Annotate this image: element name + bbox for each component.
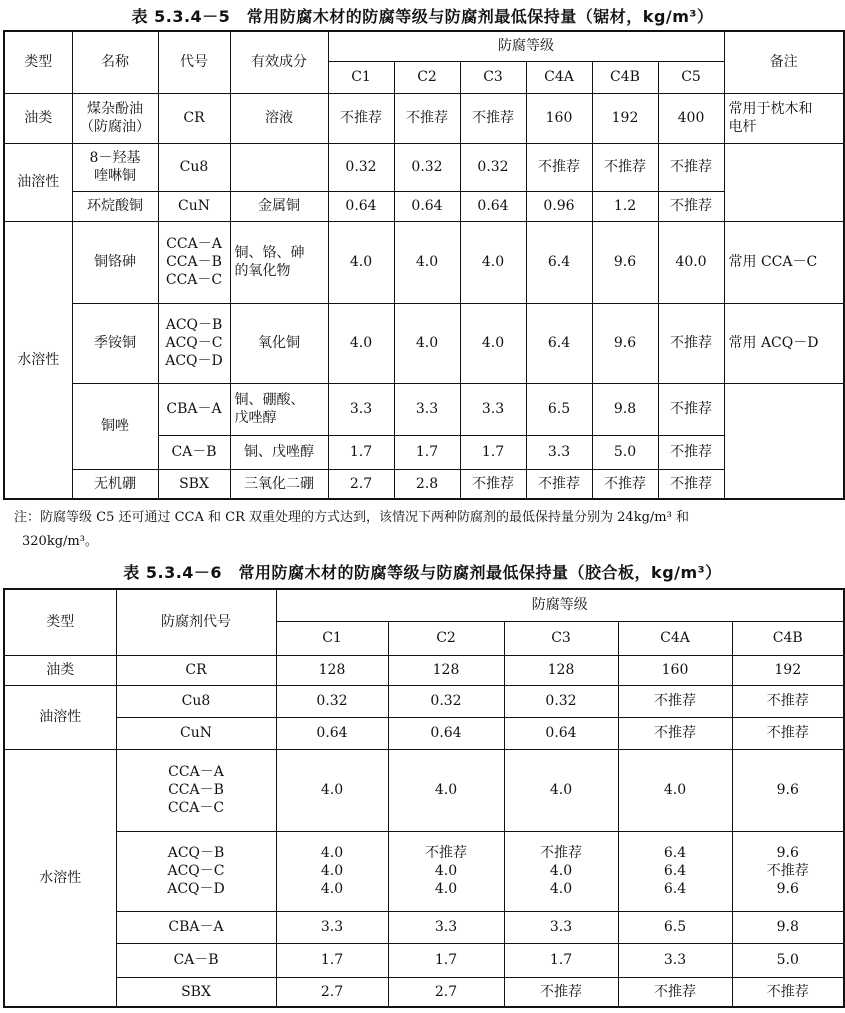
t2-acq-c3-1: 不推荐 xyxy=(540,844,582,861)
t2-acq-c4a xyxy=(618,831,732,911)
t1-cba-c1: 3.3 xyxy=(328,383,394,435)
t1-header-c5: C5 xyxy=(658,61,724,93)
t1-sbx-c4b: 不推荐 xyxy=(592,469,658,499)
t2-cab-c4a: 3.3 xyxy=(618,943,732,977)
t1-cba-component-1: 铜、硼酸、 xyxy=(234,391,305,408)
t2-group-water-soluble: 水溶性 xyxy=(4,749,116,1007)
t2-acq-c3 xyxy=(504,831,618,911)
t2-cun-code: CuN xyxy=(116,717,276,749)
t2-acq-codes xyxy=(116,831,276,911)
t1-cr-remark xyxy=(724,93,844,143)
t1-cun-c2: 0.64 xyxy=(394,191,460,221)
t1-row-cr xyxy=(4,93,844,143)
t2-header-type: 类型 xyxy=(4,589,116,655)
t2-cr-c1: 128 xyxy=(276,655,388,685)
t2-acq-c4a-3: 6.4 xyxy=(663,881,687,898)
t1-cr-c5: 400 xyxy=(658,93,724,143)
t1-sbx-code: SBX xyxy=(158,469,230,499)
t2-header-code: 防腐剂代号 xyxy=(116,589,276,655)
t2-row-cun xyxy=(4,717,844,749)
t1-cun-c4b: 1.2 xyxy=(592,191,658,221)
t2-header-c4b: C4B xyxy=(732,621,844,655)
t1-cab-c3: 1.7 xyxy=(460,435,526,469)
t1-acq-c4b: 9.6 xyxy=(592,303,658,383)
t2-cab-c2: 1.7 xyxy=(388,943,504,977)
t1-acq-codes xyxy=(158,303,230,383)
table1-note xyxy=(14,506,844,554)
t1-header-c4a: C4A xyxy=(526,61,592,93)
t1-cba-component xyxy=(230,383,328,435)
t2-cba-c3: 3.3 xyxy=(504,911,618,943)
t1-row-cu8 xyxy=(4,143,844,191)
t1-header-remark: 备注 xyxy=(724,31,844,93)
t1-cun-c1: 0.64 xyxy=(328,191,394,221)
t2-acq-c2-2: 4.0 xyxy=(434,862,458,879)
t1-cab-c4b: 5.0 xyxy=(592,435,658,469)
t2-header-c2: C2 xyxy=(388,621,504,655)
t2-acq-c1-3: 4.0 xyxy=(320,881,344,898)
t1-cca-component-1: 铜、铬、砷 xyxy=(234,244,305,261)
t1-row-acq xyxy=(4,303,844,383)
t1-cab-c4a: 3.3 xyxy=(526,435,592,469)
t1-cr-c3: 不推荐 xyxy=(460,93,526,143)
t2-cu8-c4b: 不推荐 xyxy=(732,685,844,717)
table1-note-line-1: 注：防腐等级 C5 还可通过 CCA 和 CR 双重处理的方式达到，该情况下两种防腐剂的最低保持量分别为 24kg/m³ 和 xyxy=(14,510,689,525)
t1-cu8-name xyxy=(72,143,158,191)
t1-acq-c1: 4.0 xyxy=(328,303,394,383)
t1-acq-code-3: ACQ－D xyxy=(165,353,223,370)
t1-cu8-name-1: 8－羟基 xyxy=(89,149,141,166)
t2-cr-code: CR xyxy=(116,655,276,685)
t2-cu8-code: Cu8 xyxy=(116,685,276,717)
t1-cu8-c5: 不推荐 xyxy=(658,143,724,191)
t2-sbx-c4a: 不推荐 xyxy=(618,977,732,1007)
t2-acq-c3-2: 4.0 xyxy=(549,862,573,879)
t1-cca-code-2: CCA－B xyxy=(166,253,222,270)
t2-acq-code-3: ACQ－D xyxy=(167,881,225,898)
t1-cun-component: 金属铜 xyxy=(230,191,328,221)
t2-acq-c3-3: 4.0 xyxy=(549,881,573,898)
t1-cca-c5: 40.0 xyxy=(658,221,724,303)
t1-header-c1: C1 xyxy=(328,61,394,93)
t1-cu8-name-2: 喹啉铜 xyxy=(94,168,136,184)
t1-cr-c2: 不推荐 xyxy=(394,93,460,143)
t2-cun-c1: 0.64 xyxy=(276,717,388,749)
t2-cca-c1: 4.0 xyxy=(276,749,388,831)
t2-cba-c1: 3.3 xyxy=(276,911,388,943)
t1-cu8-code: Cu8 xyxy=(158,143,230,191)
t2-cba-c4a: 6.5 xyxy=(618,911,732,943)
t1-header-c2: C2 xyxy=(394,61,460,93)
t1-cca-c2: 4.0 xyxy=(394,221,460,303)
t2-cca-code-1: CCA－A xyxy=(168,763,224,780)
t1-cab-component: 铜、戊唑醇 xyxy=(230,435,328,469)
t2-cu8-c4a: 不推荐 xyxy=(618,685,732,717)
t1-cr-name-2: （防腐油） xyxy=(80,119,150,135)
t2-cr-c4b: 192 xyxy=(732,655,844,685)
t1-group-oil: 油类 xyxy=(4,93,72,143)
t2-acq-c4a-2: 6.4 xyxy=(663,862,687,879)
t1-cba-code: CBA－A xyxy=(158,383,230,435)
t2-cca-code-2: CCA－B xyxy=(168,781,224,798)
t2-row-cu8 xyxy=(4,685,844,717)
t1-cca-c4b: 9.6 xyxy=(592,221,658,303)
t2-cun-c4a: 不推荐 xyxy=(618,717,732,749)
table1 xyxy=(3,30,845,500)
t1-cab-c1: 1.7 xyxy=(328,435,394,469)
t1-cu8-c4a: 不推荐 xyxy=(526,143,592,191)
t1-cab-code: CA－B xyxy=(158,435,230,469)
t1-cu8-component xyxy=(230,143,328,191)
t2-sbx-c2: 2.7 xyxy=(388,977,504,1007)
t2-row-cba xyxy=(4,911,844,943)
t1-cca-codes xyxy=(158,221,230,303)
t1-acq-c4a: 6.4 xyxy=(526,303,592,383)
t1-cr-code: CR xyxy=(158,93,230,143)
t1-acq-c3: 4.0 xyxy=(460,303,526,383)
t2-group-oil: 油类 xyxy=(4,655,116,685)
t2-acq-code-1: ACQ－B xyxy=(167,844,225,861)
t2-cab-c3: 1.7 xyxy=(504,943,618,977)
t1-row-cca xyxy=(4,221,844,303)
t1-water-soluble-remark xyxy=(724,383,844,499)
t2-cu8-c3: 0.32 xyxy=(504,685,618,717)
t2-cca-code-3: CCA－C xyxy=(167,800,225,817)
t2-cab-c1: 1.7 xyxy=(276,943,388,977)
t1-acq-component: 氧化铜 xyxy=(230,303,328,383)
t1-row-sbx xyxy=(4,469,844,499)
t1-cca-c4a: 6.4 xyxy=(526,221,592,303)
t1-cr-remark-2: 电杆 xyxy=(728,119,757,135)
table2 xyxy=(3,588,845,1008)
t2-row-cr xyxy=(4,655,844,685)
t1-sbx-name: 无机硼 xyxy=(72,469,158,499)
t1-cca-component xyxy=(230,221,328,303)
t1-cu8-c1: 0.32 xyxy=(328,143,394,191)
t2-acq-c1 xyxy=(276,831,388,911)
t2-cr-c4a: 160 xyxy=(618,655,732,685)
t2-cca-c4b: 9.6 xyxy=(732,749,844,831)
table1-title: 表 5.3.4－5 常用防腐木材的防腐等级与防腐剂最低保持量（锯材，kg/m³） xyxy=(131,7,714,26)
t2-sbx-c4b: 不推荐 xyxy=(732,977,844,1007)
t2-group-oil-soluble: 油溶性 xyxy=(4,685,116,749)
t1-acq-code-2: ACQ－C xyxy=(165,334,223,351)
t1-header-type: 类型 xyxy=(4,31,72,93)
t2-acq-code-2: ACQ－C xyxy=(167,862,225,879)
t1-cun-name: 环烷酸铜 xyxy=(72,191,158,221)
t1-cca-name: 铜铬砷 xyxy=(72,221,158,303)
t1-cab-c5: 不推荐 xyxy=(658,435,724,469)
t1-oil-soluble-remark xyxy=(724,143,844,221)
t1-cr-c4a: 160 xyxy=(526,93,592,143)
t2-header-c3: C3 xyxy=(504,621,618,655)
t1-sbx-c3: 不推荐 xyxy=(460,469,526,499)
t2-cr-c3: 128 xyxy=(504,655,618,685)
t1-cr-remark-1: 常用于枕木和 xyxy=(728,100,813,117)
t1-row-cba xyxy=(4,383,844,435)
t1-cab-c2: 1.7 xyxy=(394,435,460,469)
t2-cun-c3: 0.64 xyxy=(504,717,618,749)
t1-acq-c5: 不推荐 xyxy=(658,303,724,383)
t2-cca-c3: 4.0 xyxy=(504,749,618,831)
t2-acq-c2 xyxy=(388,831,504,911)
t2-row-cca xyxy=(4,749,844,831)
t1-cba-component-2: 戊唑醇 xyxy=(234,410,277,426)
t2-cba-c4b: 9.8 xyxy=(732,911,844,943)
t1-cr-c4b: 192 xyxy=(592,93,658,143)
t1-cca-component-2: 的氧化物 xyxy=(234,263,291,279)
t2-cba-code: CBA－A xyxy=(116,911,276,943)
t1-cun-c4a: 0.96 xyxy=(526,191,592,221)
t2-sbx-c3: 不推荐 xyxy=(504,977,618,1007)
t1-sbx-c2: 2.8 xyxy=(394,469,460,499)
t2-acq-c4b-3: 9.6 xyxy=(776,881,799,898)
t2-cun-c2: 0.64 xyxy=(388,717,504,749)
t2-cba-c2: 3.3 xyxy=(388,911,504,943)
t2-cun-c4b: 不推荐 xyxy=(732,717,844,749)
t1-cu8-c3: 0.32 xyxy=(460,143,526,191)
t1-cca-c3: 4.0 xyxy=(460,221,526,303)
t1-sbx-c1: 2.7 xyxy=(328,469,394,499)
t1-group-oil-soluble: 油溶性 xyxy=(4,143,72,221)
t1-acq-name: 季铵铜 xyxy=(72,303,158,383)
t1-header-grade: 防腐等级 xyxy=(328,31,724,61)
t1-header-component: 有效成分 xyxy=(230,31,328,93)
t1-header-code: 代号 xyxy=(158,31,230,93)
t1-acq-remark: 常用 ACQ－D xyxy=(724,303,844,383)
t1-cr-component: 溶液 xyxy=(230,93,328,143)
t1-cca-c1: 4.0 xyxy=(328,221,394,303)
t1-row-cun xyxy=(4,191,844,221)
t2-cr-c2: 128 xyxy=(388,655,504,685)
t2-acq-c1-1: 4.0 xyxy=(320,844,344,861)
t1-cr-c1: 不推荐 xyxy=(328,93,394,143)
t2-header-grade: 防腐等级 xyxy=(276,589,844,621)
t1-cba-c5: 不推荐 xyxy=(658,383,724,435)
t1-cba-name: 铜唑 xyxy=(72,383,158,469)
t2-row-sbx xyxy=(4,977,844,1007)
t1-cba-c4b: 9.8 xyxy=(592,383,658,435)
t1-sbx-c4a: 不推荐 xyxy=(526,469,592,499)
table1-note-line-2: 320kg/m³。 xyxy=(22,534,98,549)
t1-header-c3: C3 xyxy=(460,61,526,93)
t2-row-cab xyxy=(4,943,844,977)
t1-cr-name xyxy=(72,93,158,143)
t1-group-water-soluble: 水溶性 xyxy=(4,221,72,499)
t2-header-c4a: C4A xyxy=(618,621,732,655)
t1-cu8-c4b: 不推荐 xyxy=(592,143,658,191)
t2-cca-c2: 4.0 xyxy=(388,749,504,831)
t2-acq-c2-1: 不推荐 xyxy=(425,844,467,861)
t2-cab-c4b: 5.0 xyxy=(732,943,844,977)
t1-cca-remark: 常用 CCA－C xyxy=(724,221,844,303)
t2-acq-c4b-1: 9.6 xyxy=(776,844,799,861)
t2-cu8-c2: 0.32 xyxy=(388,685,504,717)
t2-row-acq xyxy=(4,831,844,911)
table2-title: 表 5.3.4－6 常用防腐木材的防腐等级与防腐剂最低保持量（胶合板，kg/m³） xyxy=(123,563,722,582)
t1-header-name: 名称 xyxy=(72,31,158,93)
t1-header-c4b: C4B xyxy=(592,61,658,93)
t1-cun-c3: 0.64 xyxy=(460,191,526,221)
t1-cca-code-3: CCA－C xyxy=(165,272,223,289)
t2-cca-c4a: 4.0 xyxy=(618,749,732,831)
t2-acq-c1-2: 4.0 xyxy=(320,862,344,879)
t2-acq-c2-3: 4.0 xyxy=(434,881,458,898)
t2-header-c1: C1 xyxy=(276,621,388,655)
t1-cca-code-1: CCA－A xyxy=(166,235,222,252)
t2-acq-c4b xyxy=(732,831,844,911)
t1-cba-c4a: 6.5 xyxy=(526,383,592,435)
t1-cba-c3: 3.3 xyxy=(460,383,526,435)
t1-sbx-component: 三氧化二硼 xyxy=(230,469,328,499)
t2-acq-c4a-1: 6.4 xyxy=(663,844,687,861)
t2-cca-codes xyxy=(116,749,276,831)
t1-acq-code-1: ACQ－B xyxy=(165,316,223,333)
t1-sbx-c5: 不推荐 xyxy=(658,469,724,499)
t2-acq-c4b-2: 不推荐 xyxy=(766,862,809,879)
t2-cab-code: CA－B xyxy=(116,943,276,977)
t1-acq-c2: 4.0 xyxy=(394,303,460,383)
t1-cba-c2: 3.3 xyxy=(394,383,460,435)
t1-cun-code: CuN xyxy=(158,191,230,221)
t1-cr-name-1: 煤杂酚油 xyxy=(87,100,143,117)
t2-sbx-code: SBX xyxy=(116,977,276,1007)
t1-cu8-c2: 0.32 xyxy=(394,143,460,191)
t1-cun-c5: 不推荐 xyxy=(658,191,724,221)
t2-sbx-c1: 2.7 xyxy=(276,977,388,1007)
t2-cu8-c1: 0.32 xyxy=(276,685,388,717)
